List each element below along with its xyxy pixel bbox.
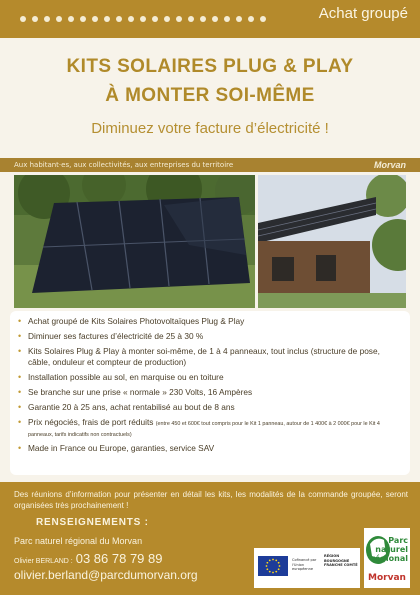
partner-logos <box>254 548 360 588</box>
dot-icon <box>200 16 206 22</box>
email-address: olivier.berland@parcdumorvan.org <box>14 568 198 582</box>
star-icon <box>269 571 271 573</box>
dot-icon <box>20 16 26 22</box>
phone-number: 03 86 78 79 89 <box>75 551 163 566</box>
dot-icon <box>224 16 230 22</box>
bullet-icon: • <box>18 331 22 341</box>
dot-icon <box>44 16 50 22</box>
list-item: • Se branche sur une prise « normale » 230 Volts, 16 Ampères <box>18 387 253 397</box>
star-icon <box>275 571 277 573</box>
star-icon <box>272 559 274 561</box>
price-detail: (entre 450 et 600€ tout compris pour le Kit 1 panneau, autour de 1 400€ à 2 000€ pour le Kit 4 panneaux, tarifs indicatifs non contractuels) <box>28 421 380 438</box>
parc-label: Parc naturel régional <box>370 536 408 563</box>
bullet-icon: • <box>18 346 22 356</box>
star-icon <box>269 559 271 561</box>
dot-icon <box>176 16 182 22</box>
star-icon <box>275 559 277 561</box>
eu-label: Cofinancé par l'Union européenne <box>292 558 317 571</box>
bullet-icon: • <box>18 387 22 397</box>
region-logo-label: RÉGION BOURGOGNE FRANCHE COMTÉ <box>324 554 358 567</box>
dot-icon <box>152 16 158 22</box>
audience-ribbon <box>0 158 420 172</box>
star-icon <box>279 565 281 567</box>
star-icon <box>266 562 268 564</box>
dot-icon <box>140 16 146 22</box>
dot-icon <box>116 16 122 22</box>
title-line-1: KITS SOLAIRES PLUG & PLAY <box>66 56 354 77</box>
parc-name: Morvan <box>368 573 406 583</box>
organisation-name: Parc naturel régional du Morvan <box>14 536 143 546</box>
star-icon <box>266 565 268 567</box>
dot-icon <box>236 16 242 22</box>
dot-icon <box>248 16 254 22</box>
eu-flag-icon <box>258 556 288 576</box>
dot-icon <box>128 16 134 22</box>
list-item: • Installation possible au sol, en marquise ou en toiture <box>18 372 224 382</box>
wooden-house-photo <box>258 175 406 308</box>
decorative-dots <box>20 16 270 22</box>
info-meeting-note: Des réunions d’information pour présenter en détail les kits, les modalités de la commande groupée, seront organisées très prochainement ! <box>14 490 408 510</box>
list-item: • Kits Solaires Plug & Play à monter soi-même, de 1 à 4 panneaux, tout inclus (structure de pose, câble, onduleur et compteur de production) <box>18 346 380 367</box>
star-icon <box>272 572 274 574</box>
dot-icon <box>188 16 194 22</box>
star-icon <box>278 562 280 564</box>
page-title <box>0 52 420 110</box>
list-item: • Made in France ou Europe, garanties, service SAV <box>18 443 215 453</box>
dot-icon <box>80 16 86 22</box>
bullet-icon: • <box>18 417 22 427</box>
dot-icon <box>260 16 266 22</box>
parc-logo <box>364 528 410 588</box>
star-icon <box>266 568 268 570</box>
features-list <box>10 311 410 475</box>
dot-icon <box>164 16 170 22</box>
dot-icon <box>32 16 38 22</box>
list-item: • Garantie 20 à 25 ans, achat rentabilisé au bout de 8 ans <box>18 402 235 412</box>
badge-label: Achat groupé <box>318 5 408 22</box>
title-line-2: À MONTER SOI-MÊME <box>105 85 315 106</box>
bullet-icon: • <box>18 316 22 326</box>
top-band <box>0 0 420 38</box>
list-item-price: • Prix négociés, frais de port réduits (entre 450 et 600€ tout compris pour le Kit 1 panneau, autour de 1 400€ à 2 000€ pour le Kit 4 panneaux, tarifs indicatifs non contractuels) <box>18 417 380 438</box>
list-item: • Achat groupé de Kits Solaires Photovoltaïques Plug & Play <box>18 316 245 326</box>
bullet-icon: • <box>18 402 22 412</box>
dot-icon <box>68 16 74 22</box>
contact-heading: RENSEIGNEMENTS : <box>36 517 149 528</box>
solar-panels-photo <box>14 175 255 308</box>
dot-icon <box>212 16 218 22</box>
contact-name: Olivier BERLAND : <box>14 558 73 565</box>
brand-logo-text: Morvan <box>373 160 406 170</box>
list-item: • Diminuer ses factures d’électricité de 25 à 30 % <box>18 331 204 341</box>
dot-icon <box>104 16 110 22</box>
dot-icon <box>92 16 98 22</box>
page-subtitle: Diminuez votre facture d’électricité ! <box>91 120 329 137</box>
bullet-icon: • <box>18 372 22 382</box>
star-icon <box>278 568 280 570</box>
audience-text: Aux habitant·es, aux collectivités, aux entreprises du territoire <box>14 161 234 169</box>
dot-icon <box>56 16 62 22</box>
phone-line <box>14 550 162 568</box>
bullet-icon: • <box>18 443 22 453</box>
